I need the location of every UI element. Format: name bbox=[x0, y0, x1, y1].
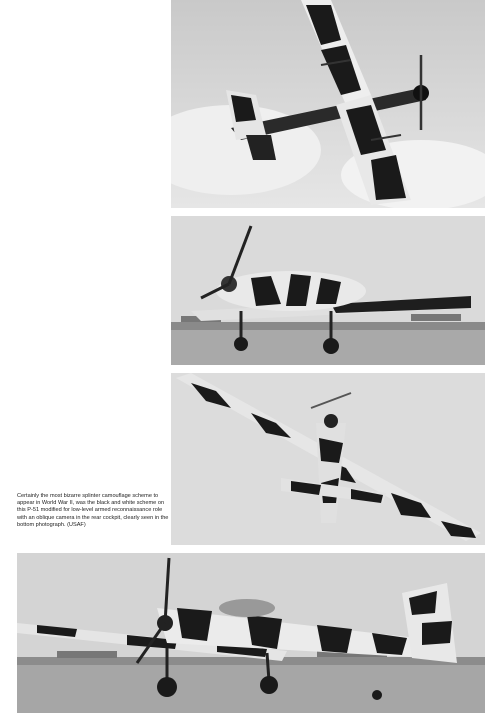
photo-aircraft-ground-side bbox=[17, 553, 485, 713]
photo-aircraft-diving-flight bbox=[171, 373, 485, 545]
photo-aircraft-banking-flight bbox=[171, 0, 485, 208]
photo-aircraft-ground-front bbox=[171, 216, 485, 365]
photo-caption: Certainly the most bizarre splinter camouflage scheme to appear in World War II, was the black and white scheme on this P-51 modified for low-level armed reconnaissance role with an oblique camera in the rear cockpit, clearly seen in the bottom photograph. (USAF) bbox=[17, 493, 169, 528]
